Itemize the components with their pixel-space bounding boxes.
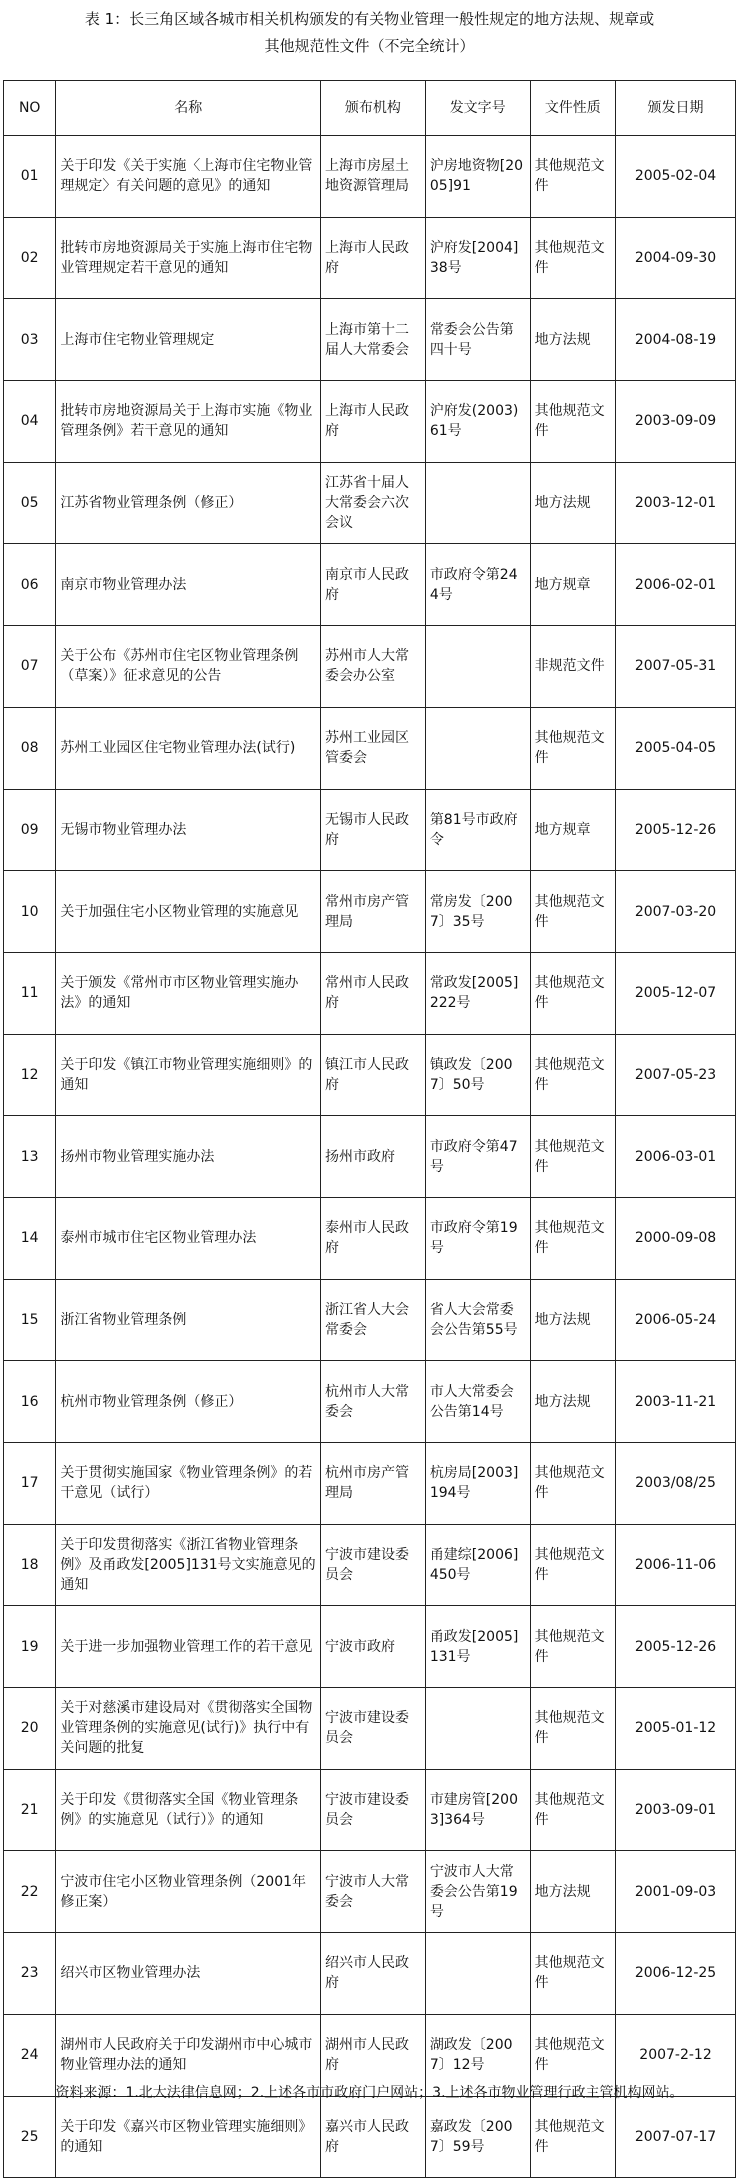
row-name: 关于公布《苏州市住宅区物业管理条例（草案）》征求意见的公告 <box>56 626 321 708</box>
row-code: 沪府发[2004]38号 <box>425 217 530 299</box>
row-date: 2005-12-26 <box>616 1606 736 1688</box>
row-code: 沪府发(2003)61号 <box>425 381 530 463</box>
row-issuer: 湖州市人民政府 <box>321 2014 426 2096</box>
row-issuer: 上海市人民政府 <box>321 217 426 299</box>
row-type: 其他规范文件 <box>530 707 615 789</box>
row-date: 2007-07-17 <box>616 2096 736 2178</box>
row-type: 其他规范文件 <box>530 1933 615 2015</box>
header-name: 名称 <box>56 81 321 136</box>
row-code: 沪房地资物[2005]91 <box>425 136 530 218</box>
table-row <box>4 544 736 626</box>
row-number: 07 <box>4 626 56 708</box>
table-row <box>4 462 736 544</box>
table-row <box>4 136 736 218</box>
header-no: NO <box>4 81 56 136</box>
row-number: 05 <box>4 462 56 544</box>
table-row <box>4 1688 736 1770</box>
row-date: 2005-01-12 <box>616 1688 736 1770</box>
row-issuer: 南京市人民政府 <box>321 544 426 626</box>
row-type: 地方法规 <box>530 299 615 381</box>
row-code: 市建房管[2003]364号 <box>425 1769 530 1851</box>
row-date: 2005-12-26 <box>616 789 736 871</box>
row-date: 2000-09-08 <box>616 1197 736 1279</box>
row-date: 2001-09-03 <box>616 1851 736 1933</box>
table-row <box>4 1606 736 1688</box>
row-date: 2007-03-20 <box>616 871 736 953</box>
row-number: 16 <box>4 1361 56 1443</box>
row-code: 湖政发〔2007〕12号 <box>425 2014 530 2096</box>
row-code: 常政发[2005]222号 <box>425 952 530 1034</box>
row-issuer: 上海市房屋土地资源管理局 <box>321 136 426 218</box>
row-date: 2007-2-12 <box>616 2014 736 2096</box>
row-name: 关于印发贯彻落实《浙江省物业管理条例》及甬政发[2005]131号文实施意见的通知 <box>56 1524 321 1606</box>
row-type: 其他规范文件 <box>530 2014 615 2096</box>
row-date: 2005-02-04 <box>616 136 736 218</box>
header-date: 颁发日期 <box>616 81 736 136</box>
table-row <box>4 1443 736 1525</box>
row-code <box>425 626 530 708</box>
row-number: 20 <box>4 1688 56 1770</box>
row-code: 市政府令第19号 <box>425 1197 530 1279</box>
row-issuer: 上海市第十二届人大常委会 <box>321 299 426 381</box>
row-date: 2005-12-07 <box>616 952 736 1034</box>
row-date: 2006-11-06 <box>616 1524 736 1606</box>
row-issuer: 浙江省人大会常委会 <box>321 1279 426 1361</box>
row-code: 市政府令第244号 <box>425 544 530 626</box>
row-date: 2006-12-25 <box>616 1933 736 2015</box>
row-name: 绍兴市区物业管理办法 <box>56 1933 321 2015</box>
row-code: 常房发〔2007〕35号 <box>425 871 530 953</box>
row-name: 杭州市物业管理条例（修正） <box>56 1361 321 1443</box>
row-code: 省人大会常委会公告第55号 <box>425 1279 530 1361</box>
regulations-table <box>3 80 736 2178</box>
table-row <box>4 1361 736 1443</box>
row-number: 17 <box>4 1443 56 1525</box>
row-type: 其他规范文件 <box>530 1524 615 1606</box>
row-name: 无锡市物业管理办法 <box>56 789 321 871</box>
row-type: 其他规范文件 <box>530 1769 615 1851</box>
row-number: 09 <box>4 789 56 871</box>
row-issuer: 上海市人民政府 <box>321 381 426 463</box>
row-issuer: 绍兴市人民政府 <box>321 1933 426 2015</box>
row-name: 江苏省物业管理条例（修正） <box>56 462 321 544</box>
table-caption <box>0 6 739 60</box>
row-number: 11 <box>4 952 56 1034</box>
row-type: 其他规范文件 <box>530 136 615 218</box>
row-date: 2007-05-31 <box>616 626 736 708</box>
row-number: 25 <box>4 2096 56 2178</box>
table-row <box>4 299 736 381</box>
table-row <box>4 1933 736 2015</box>
row-type: 其他规范文件 <box>530 1606 615 1688</box>
table-row <box>4 1197 736 1279</box>
table-row <box>4 1851 736 1933</box>
table-row <box>4 381 736 463</box>
table-row <box>4 1524 736 1606</box>
table-row <box>4 217 736 299</box>
row-type: 其他规范文件 <box>530 871 615 953</box>
row-name: 关于颁发《常州市市区物业管理实施办法》的通知 <box>56 952 321 1034</box>
row-date: 2006-02-01 <box>616 544 736 626</box>
row-code <box>425 1933 530 2015</box>
row-number: 10 <box>4 871 56 953</box>
row-code <box>425 462 530 544</box>
row-date: 2005-04-05 <box>616 707 736 789</box>
row-code: 杭房局[2003]194号 <box>425 1443 530 1525</box>
row-name: 苏州工业园区住宅物业管理办法(试行) <box>56 707 321 789</box>
row-name: 关于进一步加强物业管理工作的若干意见 <box>56 1606 321 1688</box>
row-name: 关于印发《嘉兴市区物业管理实施细则》的通知 <box>56 2096 321 2178</box>
caption-line-2: 其他规范性文件（不完全统计） <box>264 37 475 55</box>
header-code: 发文字号 <box>425 81 530 136</box>
row-issuer: 无锡市人民政府 <box>321 789 426 871</box>
row-type: 地方法规 <box>530 1279 615 1361</box>
row-name: 浙江省物业管理条例 <box>56 1279 321 1361</box>
row-number: 24 <box>4 2014 56 2096</box>
row-name: 泰州市城市住宅区物业管理办法 <box>56 1197 321 1279</box>
row-date: 2006-05-24 <box>616 1279 736 1361</box>
row-name: 关于加强住宅小区物业管理的实施意见 <box>56 871 321 953</box>
row-number: 19 <box>4 1606 56 1688</box>
table-row <box>4 626 736 708</box>
row-code: 嘉政发〔2007〕59号 <box>425 2096 530 2178</box>
row-issuer: 镇江市人民政府 <box>321 1034 426 1116</box>
row-date: 2003/08/25 <box>616 1443 736 1525</box>
table-row <box>4 1116 736 1198</box>
row-issuer: 宁波市建设委员会 <box>321 1688 426 1770</box>
table-row <box>4 789 736 871</box>
row-issuer: 杭州市人大常委会 <box>321 1361 426 1443</box>
table-row <box>4 1034 736 1116</box>
row-code: 第81号市政府令 <box>425 789 530 871</box>
row-issuer: 宁波市政府 <box>321 1606 426 1688</box>
header-issuer: 颁布机构 <box>321 81 426 136</box>
row-name: 扬州市物业管理实施办法 <box>56 1116 321 1198</box>
row-number: 08 <box>4 707 56 789</box>
table-row <box>4 952 736 1034</box>
row-name: 关于印发《贯彻落实全国《物业管理条例》的实施意见（试行）》的通知 <box>56 1769 321 1851</box>
row-issuer: 江苏省十届人大常委会六次会议 <box>321 462 426 544</box>
row-number: 23 <box>4 1933 56 2015</box>
row-issuer: 扬州市政府 <box>321 1116 426 1198</box>
row-code <box>425 707 530 789</box>
row-type: 地方法规 <box>530 462 615 544</box>
row-number: 14 <box>4 1197 56 1279</box>
row-name: 关于印发《关于实施〈上海市住宅物业管理规定〉有关问题的意见》的通知 <box>56 136 321 218</box>
row-issuer: 杭州市房产管理局 <box>321 1443 426 1525</box>
table-body <box>4 136 736 2178</box>
row-type: 地方法规 <box>530 1851 615 1933</box>
row-date: 2003-09-01 <box>616 1769 736 1851</box>
row-issuer: 嘉兴市人民政府 <box>321 2096 426 2178</box>
row-issuer: 宁波市人大常委会 <box>321 1851 426 1933</box>
row-type: 其他规范文件 <box>530 2096 615 2178</box>
row-type: 非规范文件 <box>530 626 615 708</box>
table-row <box>4 1279 736 1361</box>
row-type: 其他规范文件 <box>530 217 615 299</box>
table-row <box>4 2096 736 2178</box>
row-name: 宁波市住宅小区物业管理条例（2001年修正案） <box>56 1851 321 1933</box>
caption-line-1: 表 1：长三角区域各城市相关机构颁发的有关物业管理一般性规定的地方法规、规章或 <box>84 10 655 28</box>
row-code: 甬建综[2006]450号 <box>425 1524 530 1606</box>
row-date: 2004-08-19 <box>616 299 736 381</box>
row-date: 2006-03-01 <box>616 1116 736 1198</box>
row-name: 关于贯彻实施国家《物业管理条例》的若干意见（试行） <box>56 1443 321 1525</box>
table-header-row <box>4 81 736 136</box>
row-number: 15 <box>4 1279 56 1361</box>
row-name: 批转市房地资源局关于上海市实施《物业管理条例》若干意见的通知 <box>56 381 321 463</box>
row-name: 湖州市人民政府关于印发湖州市中心城市物业管理办法的通知 <box>56 2014 321 2096</box>
row-type: 其他规范文件 <box>530 1116 615 1198</box>
row-issuer: 苏州市人大常委会办公室 <box>321 626 426 708</box>
row-number: 12 <box>4 1034 56 1116</box>
row-issuer: 常州市人民政府 <box>321 952 426 1034</box>
header-type: 文件性质 <box>530 81 615 136</box>
row-code: 市人大常委会公告第14号 <box>425 1361 530 1443</box>
row-number: 22 <box>4 1851 56 1933</box>
row-number: 02 <box>4 217 56 299</box>
row-type: 其他规范文件 <box>530 952 615 1034</box>
row-number: 03 <box>4 299 56 381</box>
row-date: 2003-11-21 <box>616 1361 736 1443</box>
table-row <box>4 871 736 953</box>
row-date: 2007-05-23 <box>616 1034 736 1116</box>
row-number: 04 <box>4 381 56 463</box>
row-name: 批转市房地资源局关于实施上海市住宅物业管理规定若干意见的通知 <box>56 217 321 299</box>
row-code: 宁波市人大常委会公告第19号 <box>425 1851 530 1933</box>
row-type: 地方规章 <box>530 544 615 626</box>
row-name: 南京市物业管理办法 <box>56 544 321 626</box>
row-issuer: 泰州市人民政府 <box>321 1197 426 1279</box>
row-type: 地方法规 <box>530 1361 615 1443</box>
row-issuer: 宁波市建设委员会 <box>321 1524 426 1606</box>
row-number: 13 <box>4 1116 56 1198</box>
source-note: 资料来源：1.北大法律信息网；2.上述各市市政府门户网站；3.上述各市物业管理行政主管机构网站。 <box>55 2085 684 2101</box>
row-code: 常委会公告第四十号 <box>425 299 530 381</box>
row-code: 镇政发〔2007〕50号 <box>425 1034 530 1116</box>
row-type: 其他规范文件 <box>530 1034 615 1116</box>
row-issuer: 宁波市建设委员会 <box>321 1769 426 1851</box>
table-row <box>4 707 736 789</box>
table-row <box>4 1769 736 1851</box>
row-date: 2004-09-30 <box>616 217 736 299</box>
row-number: 01 <box>4 136 56 218</box>
row-issuer: 常州市房产管理局 <box>321 871 426 953</box>
row-issuer: 苏州工业园区管委会 <box>321 707 426 789</box>
row-type: 其他规范文件 <box>530 1197 615 1279</box>
row-name: 关于印发《镇江市物业管理实施细则》的通知 <box>56 1034 321 1116</box>
row-name: 上海市住宅物业管理规定 <box>56 299 321 381</box>
row-type: 地方规章 <box>530 789 615 871</box>
row-number: 21 <box>4 1769 56 1851</box>
row-date: 2003-12-01 <box>616 462 736 544</box>
row-type: 其他规范文件 <box>530 381 615 463</box>
row-name: 关于对慈溪市建设局对《贯彻落实全国物业管理条例的实施意见(试行)》执行中有关问题的批复 <box>56 1688 321 1770</box>
row-code: 市政府令第47号 <box>425 1116 530 1198</box>
row-code: 甬政发[2005]131号 <box>425 1606 530 1688</box>
row-date: 2003-09-09 <box>616 381 736 463</box>
row-code <box>425 1688 530 1770</box>
row-type: 其他规范文件 <box>530 1443 615 1525</box>
row-number: 06 <box>4 544 56 626</box>
row-number: 18 <box>4 1524 56 1606</box>
row-type: 其他规范文件 <box>530 1688 615 1770</box>
